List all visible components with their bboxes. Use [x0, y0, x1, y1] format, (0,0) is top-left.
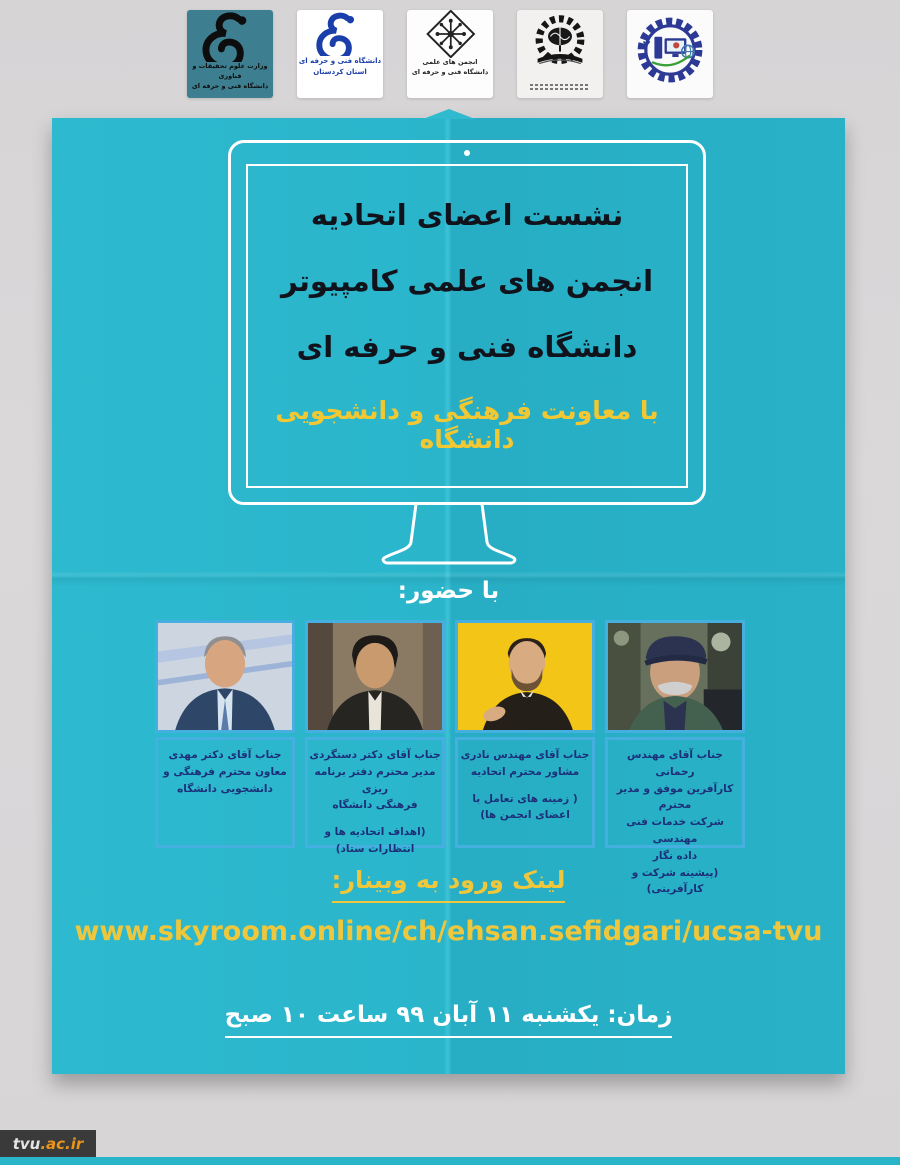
logo-brain-gear: [517, 10, 603, 98]
event-title-line3: دانشگاه فنی و حرفه ای: [296, 330, 638, 364]
logo-row: [0, 10, 900, 98]
portrait-gray-hair-blue-suit: [158, 623, 292, 730]
tvu-bird-icon: [187, 10, 273, 62]
logo-computer-association: [627, 10, 713, 98]
logo-tvu-kurdistan: [297, 10, 383, 98]
speaker-card-3: [455, 620, 595, 848]
speaker-card-4: [605, 620, 745, 896]
portrait-dark-hair-black-suit: [308, 623, 442, 730]
speaker-caption-3: جناب آقای مهندس نادری مشاور محترم اتحادیه ( زمینه های تعامل با اعضای انجمن ها): [455, 737, 595, 848]
poster-fold-peak: [423, 109, 475, 119]
monitor-screen: [246, 164, 688, 488]
brain-gear-book-icon: [520, 10, 600, 82]
event-title-line2: انجمن های علمی کامپیوتر: [280, 264, 654, 298]
speaker-photo-mehdi: [155, 620, 295, 733]
logo-brain-gear-caption2: [530, 88, 590, 90]
bottom-teal-strip: [0, 1157, 900, 1165]
event-poster: [52, 118, 845, 1074]
portrait-beard-yellow-background: [458, 623, 592, 730]
portrait-flat-cap-mustache: [608, 623, 742, 730]
speaker-caption-4: جناب آقای مهندس رحمانی کارآفرین موفق و مدیر محترم شرکت خدمات فنی مهندسی داده نگار (پیشینه شرکت و کارآفرینی): [605, 737, 745, 848]
logo-ministry-text: وزارت علوم تحقیقات و فناوری دانشگاه فنی و حرفه ای: [191, 62, 269, 90]
tvu-watermark: [0, 1130, 96, 1158]
tvu-bird-icon: [303, 10, 377, 56]
speaker-caption-2: جناب آقای دکتر دستگردی مدیر محترم دفتر برنامه ریزی فرهنگی دانشگاه (اهداف اتحادیه ها و انتظارات ستاد): [305, 737, 445, 848]
logo-brain-gear-caption: [530, 84, 590, 86]
speaker-photo-naderi: [455, 620, 595, 733]
logo-associations-text: انجمن های علمی دانشگاه فنی و حرفه ای: [411, 58, 489, 76]
camera-dot-icon: [464, 150, 470, 156]
event-title-line4: با معاونت فرهنگی و دانشجویی دانشگاه: [275, 396, 659, 454]
diamond-star-icon: [411, 10, 489, 58]
attendance-label: با حضور:: [397, 578, 500, 604]
speaker-caption-1: جناب آقای دکتر مهدی معاون محترم فرهنگی و دانشجویی دانشگاه: [155, 737, 295, 848]
computer-gear-icon: [631, 10, 709, 90]
webinar-link-url[interactable]: www.skyroom.online/ch/ehsan.sefidgari/ucsa-tvu: [74, 916, 823, 947]
event-time: زمان: یکشنبه ۱۱ آبان ۹۹ ساعت ۱۰ صبح: [52, 1002, 845, 1038]
monitor-stand: [354, 502, 544, 566]
logo-scientific-associations: [407, 10, 493, 98]
logo-ministry-tvu: [187, 10, 273, 98]
event-title-line1: نشست اعضای اتحادیه: [310, 198, 624, 232]
speaker-card-2: [305, 620, 445, 855]
webinar-link-label: لینک ورود به وبینار:: [52, 866, 845, 903]
speaker-photo-dastgerdi: [305, 620, 445, 733]
speaker-card-1: [155, 620, 295, 848]
monitor-illustration: [228, 140, 706, 505]
logo-kurdistan-text: دانشگاه فنی و حرفه ای استان کردستان: [298, 57, 382, 76]
speaker-photo-rahmani: [605, 620, 745, 733]
watermark-prefix: tvu: [12, 1135, 41, 1153]
watermark-suffix: .ac.ir: [40, 1135, 84, 1153]
